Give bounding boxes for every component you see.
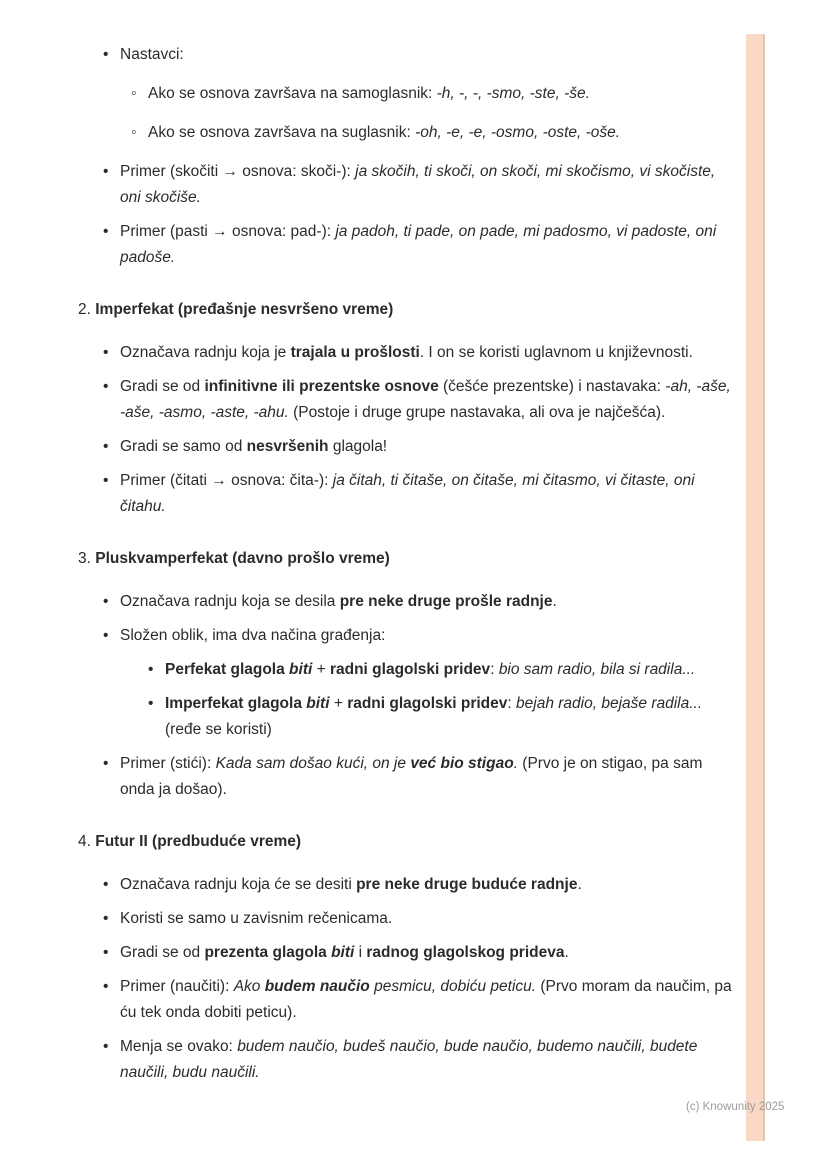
list-item-text <box>120 1034 738 1086</box>
text-segment: radnog glagolskog prideva <box>366 944 565 961</box>
list-item <box>103 872 738 898</box>
text-segment: pre neke druge buduće radnje <box>356 876 578 893</box>
text-segment: (češće prezentske) i nastavaka: <box>438 378 666 395</box>
list-item <box>103 434 738 460</box>
list-item-text <box>120 751 738 803</box>
list-item-text <box>148 81 738 107</box>
heading-title: Imperfekat (pređašnje nesvršeno vreme) <box>95 301 394 318</box>
text-segment: + <box>312 661 330 678</box>
list-item <box>103 589 738 615</box>
text-segment: biti <box>331 944 355 961</box>
text-segment: : <box>490 661 499 678</box>
text-segment: Ako <box>233 978 265 995</box>
list-item-text <box>120 589 738 615</box>
text-segment: infinitivne ili prezentske osnove <box>204 378 439 395</box>
text-segment: pesmicu, dobiću peticu. <box>369 978 537 995</box>
bullet-disc-icon: • <box>103 1038 109 1055</box>
bullet-disc-icon: • <box>103 944 109 961</box>
text-segment: Označava radnju koja je <box>120 344 291 361</box>
text-segment: ja padoh, ti pade, on pade, mi padosmo, vi padoste, oni padoše. <box>120 223 717 266</box>
heading-number: 4. <box>78 833 96 850</box>
bullet-disc-icon: • <box>103 378 109 395</box>
list-item-text <box>120 872 738 898</box>
list-item <box>103 940 738 966</box>
section-heading <box>78 546 738 572</box>
bullet-disc-icon: • <box>103 755 109 772</box>
list-item <box>103 159 738 211</box>
text-segment: Primer (stići): <box>120 755 216 772</box>
text-segment: budem naučio, budeš naučio, bude naučio, budemo naučili, budete naučili, budu naučili. <box>120 1038 698 1081</box>
text-segment: Primer (pasti → osnova: pad-): <box>120 223 336 240</box>
text-segment: : <box>507 695 517 712</box>
list-item-text <box>120 159 738 211</box>
text-segment: Složen oblik, ima dva načina građenja: <box>120 627 386 644</box>
bullet-disc-icon: • <box>103 627 109 644</box>
text-segment: (Prvo je on stigao, pa sam onda ja došao). <box>120 755 703 798</box>
list-item-text <box>165 691 738 743</box>
bullet-disc-icon: • <box>103 876 109 893</box>
text-segment: (Prvo moram da naučim, pa ću tek onda dobiti peticu). <box>120 978 732 1021</box>
list-item-text <box>148 120 738 146</box>
text-segment: Ako se osnova završava na suglasnik: <box>148 124 416 141</box>
bullet-disc-icon: • <box>103 472 109 489</box>
list-item-text <box>120 940 738 966</box>
text-segment: prezenta glagola <box>204 944 332 961</box>
heading-number: 3. <box>78 550 96 567</box>
text-segment: Gradi se samo od <box>120 438 247 455</box>
text-segment: Označava radnju koja će se desiti <box>120 876 357 893</box>
list-item <box>103 340 738 366</box>
text-segment: Označava radnju koja se desila <box>120 593 340 610</box>
text-segment: -ah, -aše, -aše, -asmo, -aste, -ahu. <box>120 378 731 421</box>
bullet-disc-icon: • <box>103 593 109 610</box>
text-segment: . <box>577 876 582 893</box>
bullet-disc-icon: • <box>103 978 109 995</box>
text-segment: . <box>564 944 569 961</box>
text-segment: Gradi se od <box>120 378 205 395</box>
list-item <box>103 468 738 520</box>
list-item <box>103 42 738 68</box>
bullet-disc-icon: • <box>103 910 109 927</box>
text-segment: bejah radio, bejaše radila... <box>516 695 703 712</box>
text-segment: + <box>329 695 348 712</box>
text-segment: trajala u prošlosti <box>290 344 420 361</box>
text-segment: . I on se koristi uglavnom u književnosti. <box>419 344 693 361</box>
text-segment: pre neke druge prošle radnje <box>339 593 553 610</box>
text-segment: Kada sam došao kući, on je <box>215 755 411 772</box>
document-content <box>78 34 738 1094</box>
bullet-disc-icon: • <box>103 438 109 455</box>
list-item <box>148 657 738 683</box>
section-heading <box>78 829 738 855</box>
list-item-text <box>120 42 738 68</box>
text-segment: bio sam radio, bila si radila... <box>498 661 696 678</box>
list-item-text <box>120 623 738 649</box>
list-item <box>103 1034 738 1086</box>
text-segment: radni glagolski pridev <box>347 695 508 712</box>
bullet-disc-icon: • <box>148 695 154 712</box>
text-segment: Primer (čitati → osnova: čita-): <box>120 472 333 489</box>
text-segment: (ređe se koristi) <box>165 721 272 738</box>
text-segment: (Postoje i druge grupe nastavaka, ali ova je najčešća). <box>288 404 666 421</box>
list-item-text <box>120 468 738 520</box>
list-item-text <box>120 219 738 271</box>
bullet-disc-icon: • <box>103 163 109 180</box>
text-segment: biti <box>289 661 313 678</box>
text-segment: Primer (skočiti → osnova: skoči-): <box>120 163 356 180</box>
text-segment: Gradi se od <box>120 944 205 961</box>
text-segment: . <box>513 755 518 772</box>
heading-title: Futur II (predbuduće vreme) <box>95 833 302 850</box>
text-segment: nesvršenih <box>246 438 329 455</box>
list-item <box>148 691 738 743</box>
list-item-text <box>120 434 738 460</box>
text-segment: ja čitah, ti čitaše, on čitaše, mi čitasmo, vi čitaste, oni čitahu. <box>120 472 695 515</box>
heading-title: Pluskvamperfekat (davno prošlo vreme) <box>95 550 390 567</box>
list-item-text <box>120 374 738 426</box>
list-item <box>103 374 738 426</box>
text-segment: i <box>354 944 367 961</box>
bullet-disc-icon: • <box>148 661 154 678</box>
section-heading <box>78 297 738 323</box>
list-item <box>103 219 738 271</box>
list-item <box>103 623 738 649</box>
list-item <box>131 81 738 107</box>
bullet-disc-icon: • <box>103 46 109 63</box>
text-segment: Primer (naučiti): <box>120 978 234 995</box>
text-segment: Ako se osnova završava na samoglasnik: <box>148 85 437 102</box>
copyright-note: (c) Knowunity 2025 <box>686 1101 785 1113</box>
bullet-circle-icon: ◦ <box>131 85 137 102</box>
text-segment: budem naučio <box>264 978 370 995</box>
list-item <box>131 120 738 146</box>
text-segment: već bio stigao <box>410 755 514 772</box>
text-segment: glagola! <box>328 438 388 455</box>
list-item-text <box>165 657 738 683</box>
list-item-text <box>120 906 738 932</box>
text-segment: Nastavci: <box>120 46 184 63</box>
list-item-text <box>120 340 738 366</box>
list-item <box>103 906 738 932</box>
text-segment: Perfekat glagola <box>165 661 290 678</box>
page-edge-strip <box>746 34 765 1141</box>
list-item-text <box>120 974 738 1026</box>
text-segment: -oh, -e, -e, -osmo, -oste, -oše. <box>415 124 621 141</box>
bullet-circle-icon: ◦ <box>131 124 137 141</box>
text-segment: -h, -, -, -smo, -ste, -še. <box>436 85 590 102</box>
text-segment: biti <box>306 695 330 712</box>
text-segment: . <box>552 593 557 610</box>
list-item <box>103 974 738 1026</box>
text-segment: ja skočih, ti skoči, on skoči, mi skočismo, vi skočiste, oni skočiše. <box>120 163 716 206</box>
heading-number: 2. <box>78 301 96 318</box>
bullet-disc-icon: • <box>103 344 109 361</box>
text-segment: Koristi se samo u zavisnim rečenicama. <box>120 910 393 927</box>
text-segment: Menja se ovako: <box>120 1038 238 1055</box>
text-segment: radni glagolski pridev <box>329 661 491 678</box>
list-item <box>103 751 738 803</box>
text-segment: Imperfekat glagola <box>165 695 307 712</box>
bullet-disc-icon: • <box>103 223 109 240</box>
